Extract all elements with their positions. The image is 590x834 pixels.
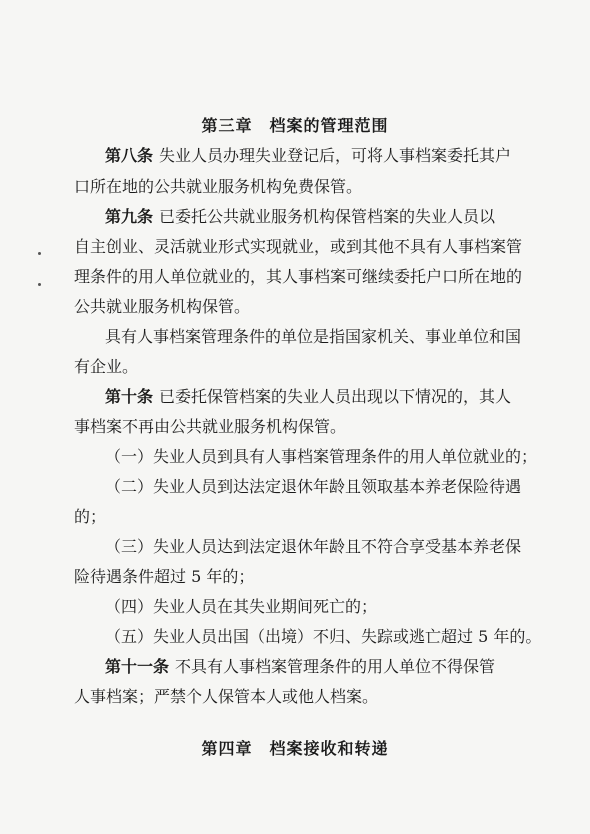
text-line: 第八条 失业人员办理失业登记后，可将人事档案委托其户: [105, 146, 512, 165]
text-line: 险待遇条件超过 5 年的；: [74, 567, 255, 586]
text-line: 第十条 已委托保管档案的失业人员出现以下情况的，其人: [105, 387, 512, 406]
article-label: 第十一条: [105, 657, 170, 676]
article-label: 第八条: [105, 146, 154, 165]
scan-speck: [38, 252, 41, 255]
text-line: （四）失业人员在其失业期间死亡的；: [105, 597, 378, 616]
text-line: 事档案不再由公共就业服务机构保管。: [74, 417, 347, 436]
article-label: 第十条: [105, 387, 154, 406]
text-line: 的；: [74, 507, 107, 526]
chapter-3-heading: 第三章 档案的管理范围: [201, 116, 389, 135]
text-line: 第十一条 不具有人事档案管理条件的用人单位不得保管: [105, 657, 496, 676]
text-line: 自主创业、灵活就业形式实现就业，或到其他不具有人事档案管: [74, 237, 523, 256]
article-label: 第九条: [105, 207, 154, 226]
text-line: （五）失业人员出国（出境）不归、失踪或逃亡超过 5 年的。: [105, 627, 542, 646]
text-line: 公共就业服务机构保管。: [74, 297, 251, 316]
text-line: 口所在地的公共就业服务机构免费保管。: [74, 177, 363, 196]
text-line: 具有人事档案管理条件的单位是指国家机关、事业单位和国: [105, 327, 522, 346]
text-line: （一）失业人员到具有人事档案管理条件的用人单位就业的；: [105, 447, 538, 466]
text-line: 理条件的用人单位就业的，其人事档案可继续委托户口所在地的: [74, 267, 523, 286]
text-line: 人事档案；严禁个人保管本人或他人档案。: [74, 687, 379, 706]
text-line: 有企业。: [74, 357, 139, 376]
text-line: （二）失业人员到达法定退休年龄且领取基本养老保险待遇: [105, 477, 522, 496]
chapter-4-heading: 第四章 档案接收和转递: [201, 739, 389, 758]
text-line: 第九条 已委托公共就业服务机构保管档案的失业人员以: [105, 207, 496, 226]
scan-speck: [38, 283, 41, 286]
text-line: （三）失业人员达到法定退休年龄且不符合享受基本养老保: [105, 537, 522, 556]
